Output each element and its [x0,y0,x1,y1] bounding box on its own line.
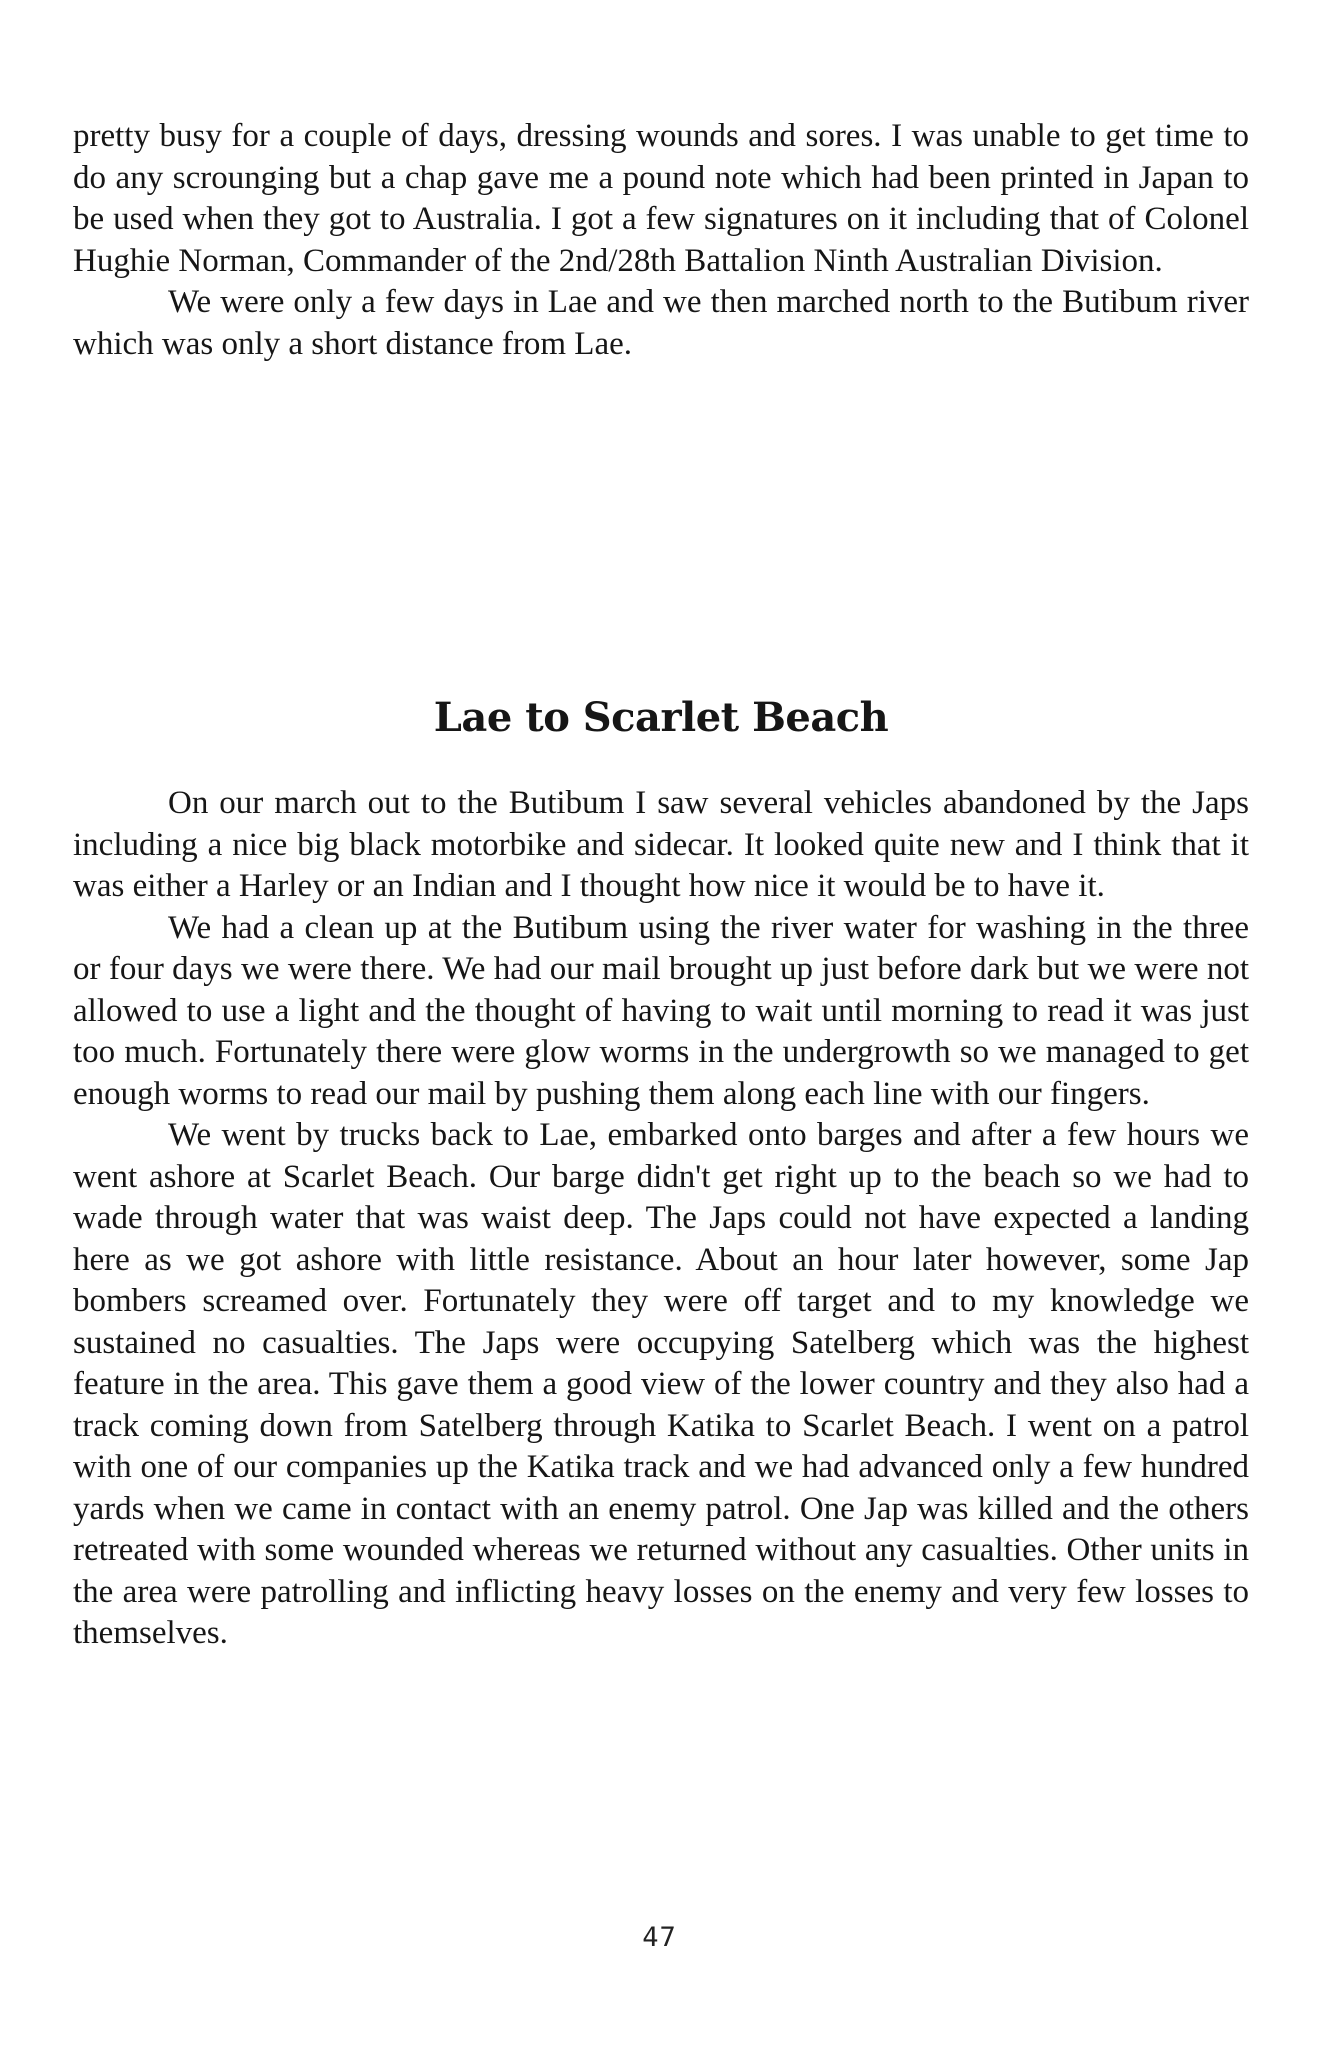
section-paragraph-2: We had a clean up at the Butibum using the river water for washing in the three or four days we were there. We had our mail brought up just before dark but we were not allowed to use a light and the thought of having to wait until morning to read it was just too much. Fortunately there were glow worms in the undergrowth so we managed to get enough worms to read our mail by pushing them along each line with our fingers. [73,909,1249,1112]
intro-paragraph-1: pretty busy for a couple of days, dressing wounds and sores. I was unable to get time to do any scrounging but a chap gave me a pound note which had been printed in Japan to be used when they got to Australia. I got a few signatures on it including that of Colonel Hughie Norman, Commander of the 2nd/28th Battalion Ninth Australian Division. [73,118,1249,279]
section-paragraph-1: On our march out to the Butibum I saw several vehicles abandoned by the Japs including a nice big black motorbike and sidecar. It looked quite new and I think that it was either a Harley or an Indian and I thought how nice it would be to have it. [73,785,1249,904]
page-body [73,116,1249,1655]
intro-section [73,116,1249,365]
intro-paragraph-2: We were only a few days in Lae and we then marched north to the Butibum river which was only a short distance from Lae. [73,284,1249,362]
section-body [73,783,1249,1655]
page-number: 47 [642,1922,677,1953]
section-paragraph-3: We went by trucks back to Lae, embarked onto barges and after a few hours we went ashore at Scarlet Beach. Our barge didn't get right up to the beach so we had to wade through water that was waist deep. The Japs could not have expected a landing here as we got ashore with little resistance. About an hour later however, some Jap bombers screamed over. Fortunately they were off target and to my knowledge we sustained no casualties. The Japs were occupying Satelberg which was the highest feature in the area. This gave them a good view of the lower country and they also had a track coming down from Satelberg through Katika to Scarlet Beach. I went on a patrol with one of our companies up the Katika track and we had advanced only a few hundred yards when we came in contact with an enemy patrol. One Jap was killed and the others retreated with some wounded whereas we returned without any casualties. Other units in the area were patrolling and inflicting heavy losses on the enemy and very few losses to themselves. [73,1117,1249,1651]
section-heading: Lae to Scarlet Beach [433,694,889,741]
